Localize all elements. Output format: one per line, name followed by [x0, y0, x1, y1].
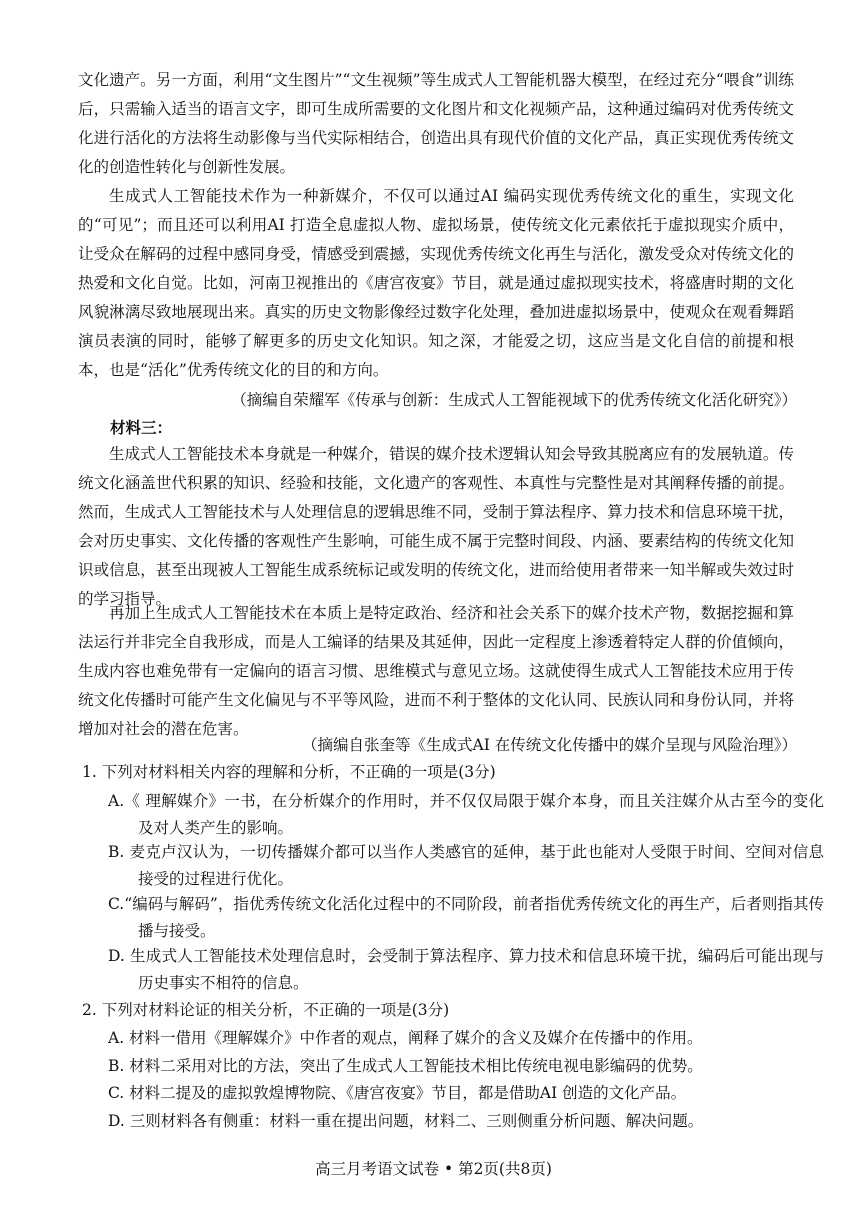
question-1-option-c: C.“编码与解码”，指优秀传统文化活化过程中的不同阶段，前者指优秀传统文化的再生产，后者则指其传播与接受。: [108, 895, 824, 940]
material3-paragraph-2: 再加上生成式人工智能技术在本质上是特定政治、经济和社会关系下的媒介技术产物，数据挖掘和算法运行并非完全自我形成，而是人工编译的结果及其延伸，因此一定程度上渗透着特定人群的价值倾向，生成内容也难免带有一定偏向的语言习惯、思维模式与意见立场。这就使得生成式人工智能技术应用于传统文化传播时可能产生文化偏见与不平等风险，进而不利于整体的文化认同、民族认同和身份认同，并将增加对社会的潜在危害。: [78, 604, 794, 738]
question-1-option-b: B. 麦克卢汉认为，一切传播媒介都可以当作人类感官的延伸，基于此也能对人受限于时间、空间对信息接受的过程进行优化。: [108, 843, 824, 888]
page-footer: 高三月考语文试卷 • 第2页(共8页): [315, 1160, 552, 1178]
material2-paragraph-2: 生成式人工智能技术作为一种新媒介，不仅可以通过AI 编码实现优秀传统文化的重生，实现文化的“可见”；而且还可以利用AI 打造全息虚拟人物、虚拟场景，使传统文化元素依托于虚拟现实介质中，让受众在解码的过程中感同身受，情感受到震撼，实现优秀传统文化再生与活化，激发受众对传统文化的热爱和文化自觉。比如，河南卫视推出的《唐宫夜宴》节目，就是通过虚拟现实技术，将盛唐时期的文化风貌淋漓尽致地展现出来。真实的历史文物影像经过数字化处理，叠加进虚拟场景中，使观众在观看舞蹈演员表演的同时，能够了解更多的历史文化知识。知之深，才能爱之切，这应当是文化自信的前提和根本，也是“活化”优秀传统文化的目的和方向。: [78, 187, 794, 379]
material2-source: （摘编自荣耀军《传承与创新：生成式人工智能视域下的优秀传统文化活化研究》）: [231, 391, 797, 409]
question-2-option-d: D. 三则材料各有侧重：材料一重在提出问题，材料二、三则侧重分析问题、解决问题。: [108, 1112, 704, 1130]
question-1-option-d: D. 生成式人工智能技术处理信息时，会受制于算法程序、算力技术和信息环境干扰，编码后可能出现与历史事实不相符的信息。: [108, 947, 824, 992]
question-1-option-a: A.《 理解媒介》一书，在分析媒介的作用时，并不仅仅局限于媒介本身，而且关注媒介从古至今的变化及对人类产生的影响。: [108, 792, 824, 837]
question-2-option-b: B. 材料二采用对比的方法，突出了生成式人工智能技术相比传统电视电影编码的优势。: [108, 1057, 703, 1075]
material3-heading: 材料三：: [110, 418, 173, 437]
material3-paragraph-1: 生成式人工智能技术本身就是一种媒介，错误的媒介技术逻辑认知会导致其脱离应有的发展轨道。传统文化涵盖世代积累的知识、经验和技能，文化遗产的客观性、本真性与完整性是对其阐释传播的前提。然而，生成式人工智能技术与人处理信息的逻辑思维不同，受制于算法程序、算力技术和信息环境干扰，会对历史事实、文化传播的客观性产生影响，可能生成不属于完整时间段、内涵、要素结构的传统文化知识或信息，甚至出现被人工智能生成系统标记或发明的传统文化，进而给使用者带来一知半解或失效过时的学习指导。: [78, 445, 794, 608]
question-1-stem: 1. 下列对材料相关内容的理解和分析，不正确的一项是(3分): [82, 763, 496, 781]
material3-source: （摘编自张奎等《生成式AI 在传统文化传播中的媒介呈现与风险治理》）: [302, 736, 797, 754]
question-2-option-c: C. 材料二提及的虚拟敦煌博物院、《唐宫夜宴》节目，都是借助AI 创造的文化产品。: [108, 1084, 687, 1102]
question-2-option-a: A. 材料一借用《理解媒介》中作者的观点，阐释了媒介的含义及媒介在传播中的作用。: [108, 1029, 703, 1047]
question-2-stem: 2. 下列对材料论证的相关分析，不正确的一项是(3分): [82, 1001, 450, 1019]
material2-paragraph-1: 文化遗产。另一方面，利用“文生图片”“文生视频”等生成式人工智能机器大模型，在经过充分“喂食”训练后，只需输入适当的语言文字，即可生成所需要的文化图片和文化视频产品，这种通过编码对优秀传统文化进行活化的方法将生动影像与当代实际相结合，创造出具有现代价值的文化产品，真正实现优秀传统文化的创造性转化与创新性发展。: [78, 71, 794, 176]
